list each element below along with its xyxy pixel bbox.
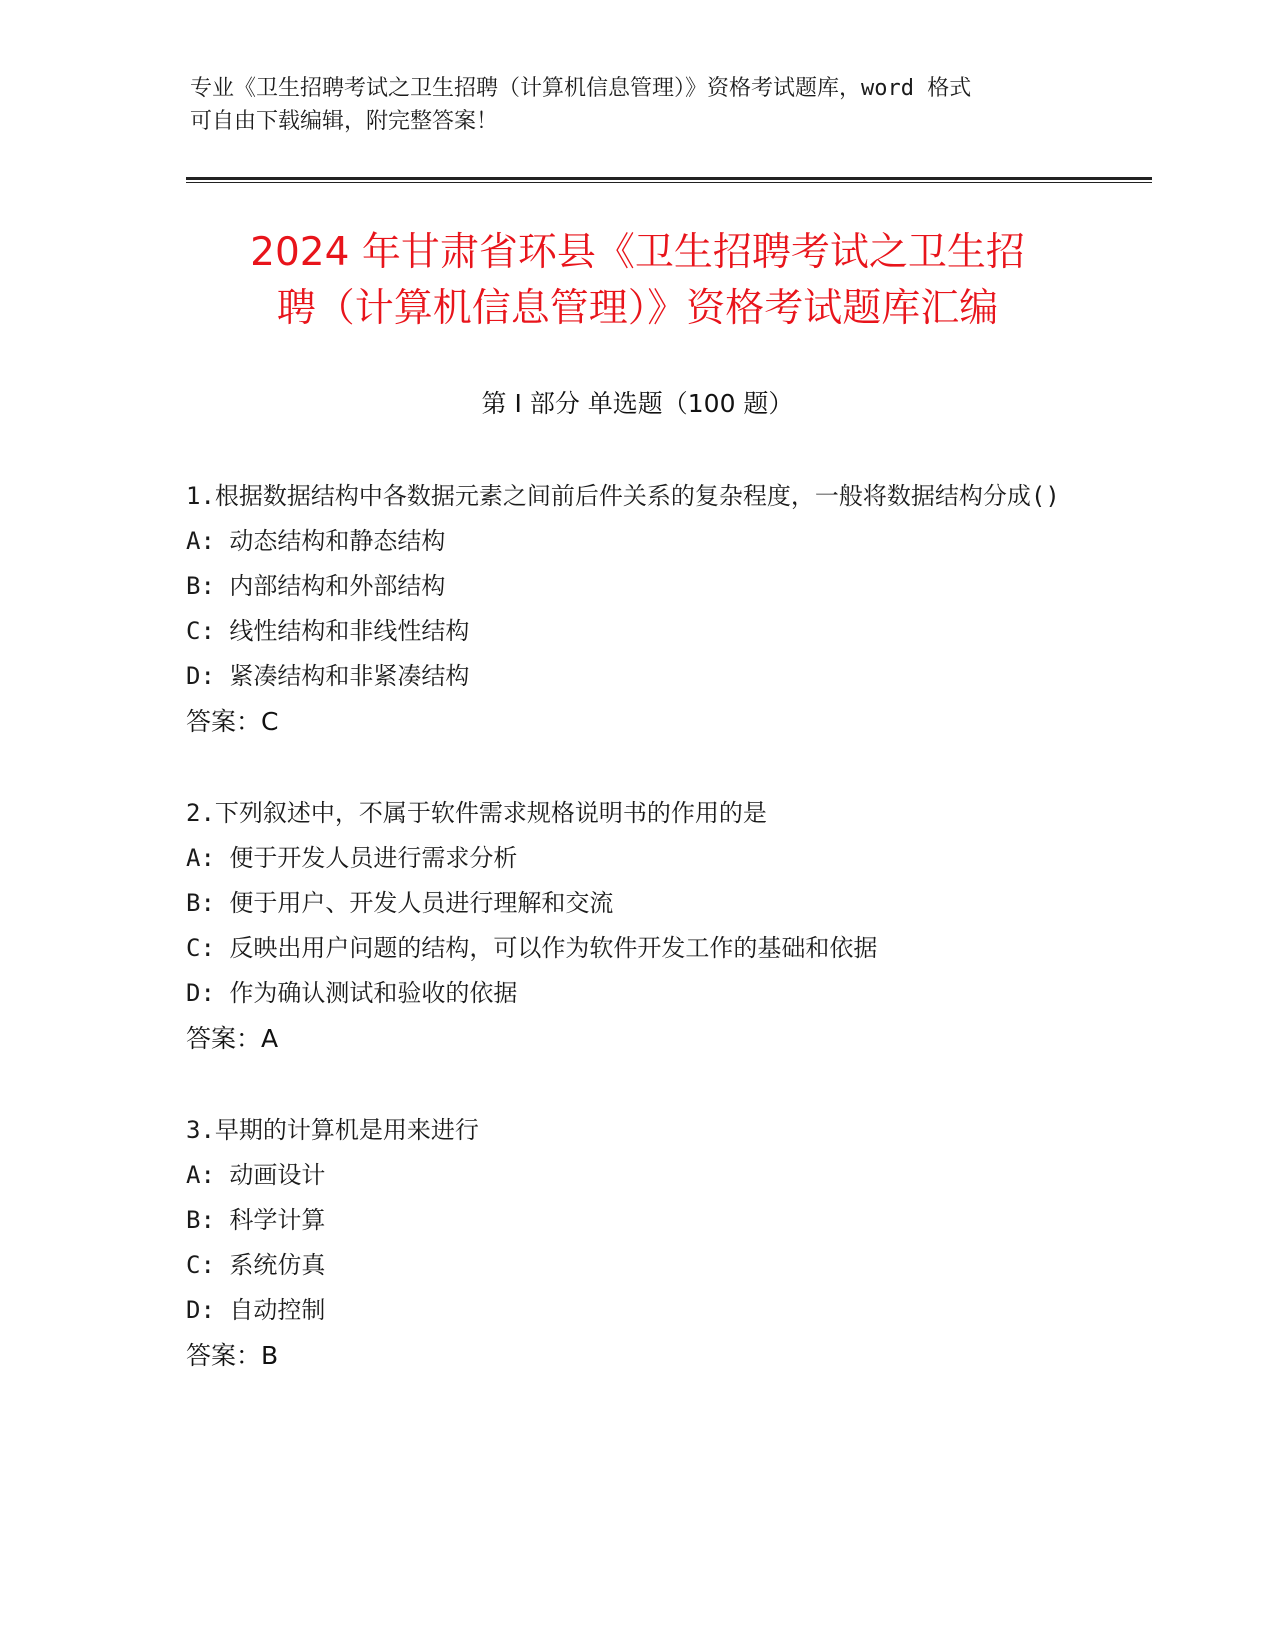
question-2 — [186, 791, 1086, 1061]
option-d: D: 紧凑结构和非紧凑结构 — [186, 662, 470, 690]
header-divider-thick — [186, 177, 1152, 180]
header-note-line-1: 专业《卫生招聘考试之卫生招聘（计算机信息管理）》资格考试题库，word 格式 — [190, 76, 972, 101]
answer: 答案：A — [186, 1024, 279, 1053]
option-d: D: 自动控制 — [186, 1296, 326, 1324]
document-title-line-2: 聘（计算机信息管理）》资格考试题库汇编 — [276, 286, 999, 331]
document-title — [160, 225, 1115, 337]
option-b: B: 科学计算 — [186, 1206, 326, 1234]
option-a: A: 动态结构和静态结构 — [186, 527, 446, 555]
answer: 答案：C — [186, 707, 279, 736]
option-a: A: 动画设计 — [186, 1161, 326, 1189]
header-divider-thin — [186, 182, 1152, 183]
option-a: A: 便于开发人员进行需求分析 — [186, 844, 518, 872]
option-c: C: 系统仿真 — [186, 1251, 326, 1279]
question-stem: 3.早期的计算机是用来进行 — [186, 1116, 479, 1144]
option-c: C: 反映出用户问题的结构，可以作为软件开发工作的基础和依据 — [186, 934, 878, 962]
question-stem: 1.根据数据结构中各数据元素之间前后件关系的复杂程度，一般将数据结构分成() — [186, 482, 1060, 510]
answer: 答案：B — [186, 1341, 279, 1370]
question-list — [186, 474, 1086, 1425]
option-d: D: 作为确认测试和验收的依据 — [186, 979, 518, 1007]
option-b: B: 便于用户、开发人员进行理解和交流 — [186, 889, 614, 917]
option-c: C: 线性结构和非线性结构 — [186, 617, 470, 645]
option-b: B: 内部结构和外部结构 — [186, 572, 446, 600]
question-stem: 2.下列叙述中，不属于软件需求规格说明书的作用的是 — [186, 799, 767, 827]
question-3 — [186, 1108, 1086, 1378]
header-note-line-2: 可自由下载编辑，附完整答案！ — [190, 109, 499, 134]
document-title-line-1: 2024 年甘肃省环县《卫生招聘考试之卫生招 — [250, 230, 1025, 275]
header-note — [190, 72, 1070, 138]
section-heading: 第 I 部分 单选题（100 题） — [481, 389, 794, 418]
question-1 — [186, 474, 1086, 744]
